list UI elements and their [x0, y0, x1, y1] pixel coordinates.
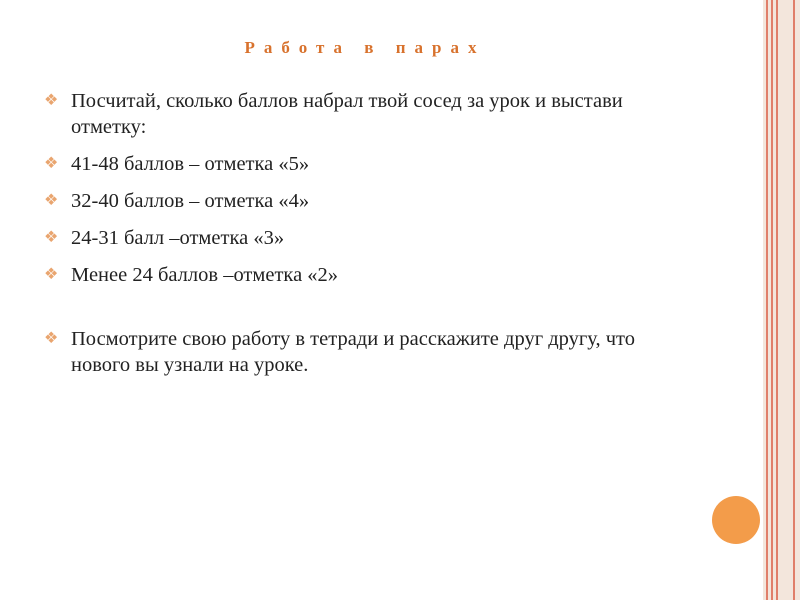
- list-item-text: Менее 24 баллов –отметка «2»: [71, 264, 339, 286]
- border-line: [766, 0, 768, 600]
- list-item-text: 24-31 балл –отметка «3»: [71, 227, 285, 249]
- border-line: [793, 0, 795, 600]
- bullet-icon: ❖: [44, 92, 59, 109]
- bullet-icon: ❖: [44, 266, 59, 283]
- list-item-text: Посчитай, сколько баллов набрал твой сосед за урок и выстави отметку:: [71, 90, 623, 138]
- bullet-icon: ❖: [44, 155, 59, 172]
- border-line: [771, 0, 773, 600]
- list-item-text: 41-48 баллов – отметка «5»: [71, 153, 310, 175]
- list-item: [42, 88, 692, 140]
- right-decorative-border: [763, 0, 800, 600]
- list-item: [42, 151, 692, 177]
- bullet-icon: ❖: [44, 229, 59, 246]
- list-item-text: Посмотрите свою работу в тетради и расскажите друг другу, что нового вы узнали на уроке.: [71, 328, 635, 376]
- list-item: [42, 262, 692, 288]
- list-item: [42, 188, 692, 214]
- bullet-list: [42, 88, 692, 389]
- list-item-text: 32-40 баллов – отметка «4»: [71, 190, 310, 212]
- bullet-icon: ❖: [44, 192, 59, 209]
- list-item: [42, 326, 692, 378]
- border-line: [776, 0, 778, 600]
- decorative-circle: [712, 496, 760, 544]
- bullet-icon: ❖: [44, 330, 59, 347]
- slide-title: Работа в парах: [244, 38, 486, 57]
- list-item: [42, 225, 692, 251]
